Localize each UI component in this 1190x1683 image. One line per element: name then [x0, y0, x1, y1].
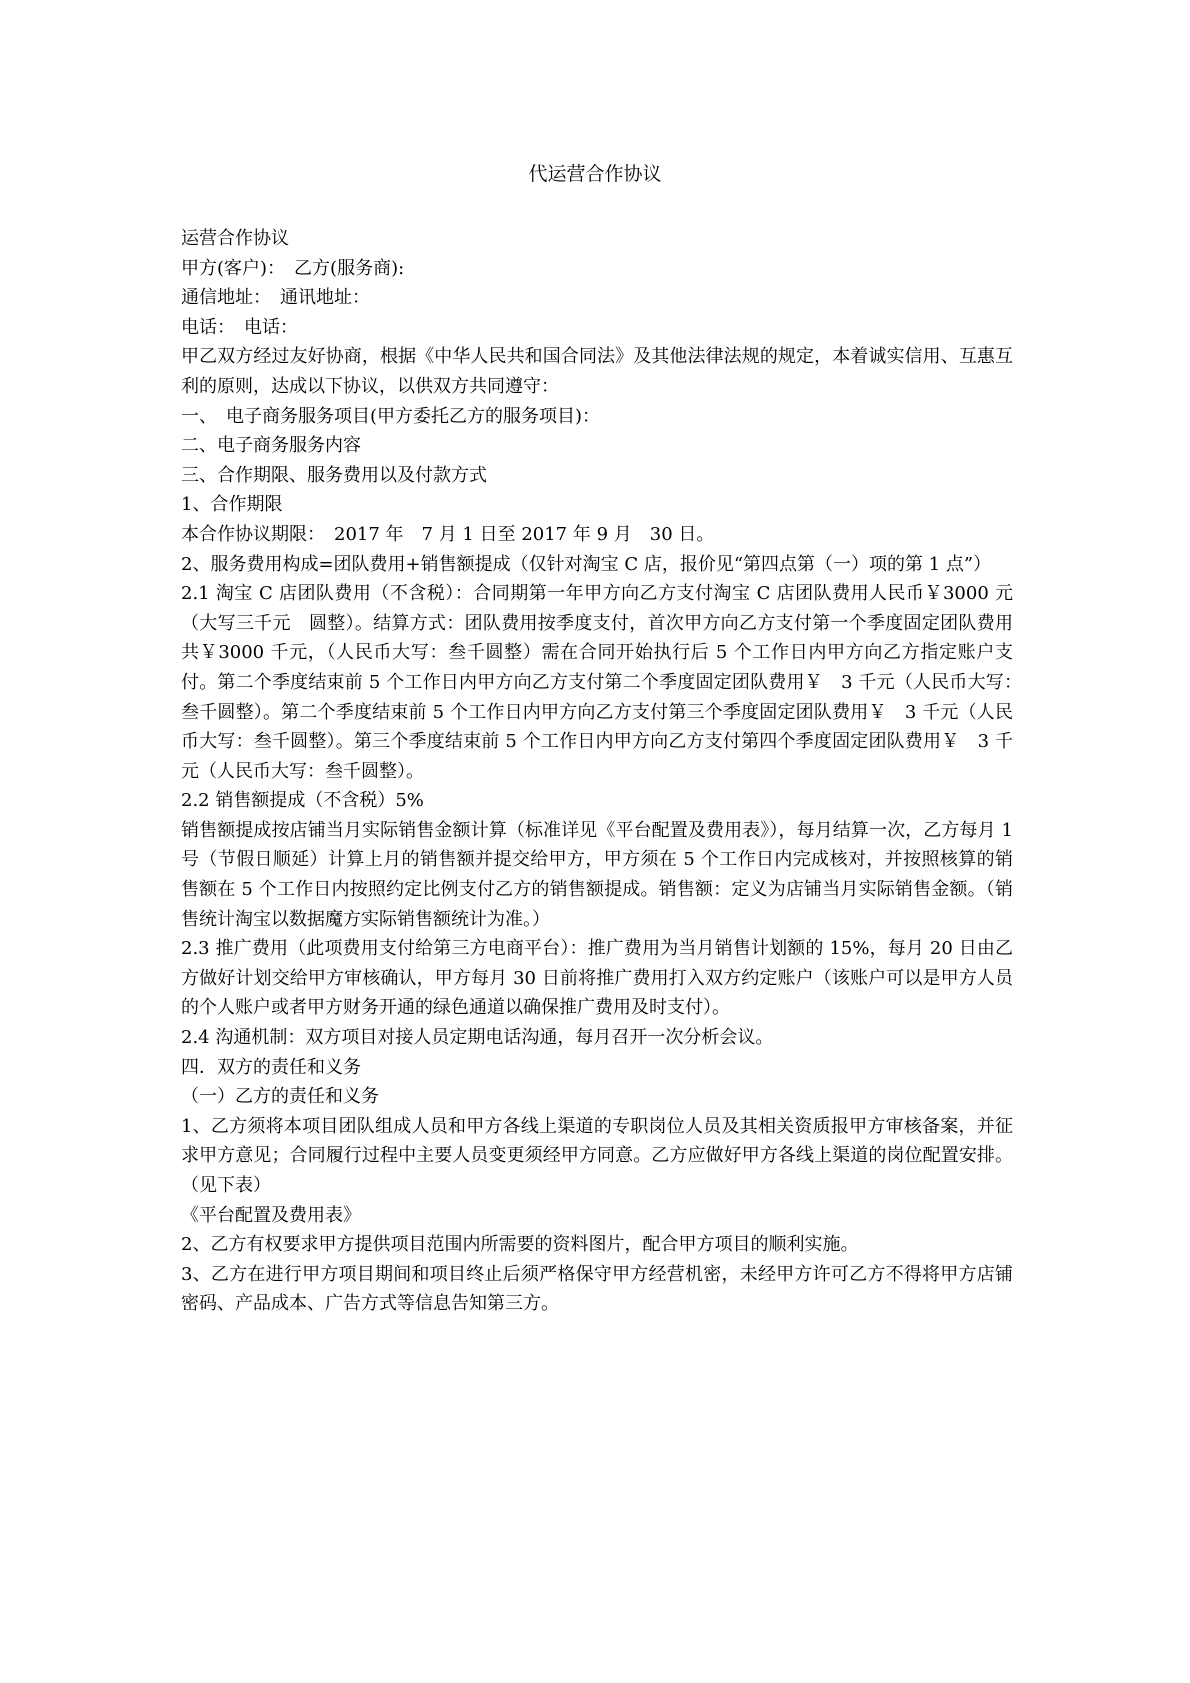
clause-2-1-team-fee: 2.1 淘宝 C 店团队费用（不含税）：合同期第一年甲方向乙方支付淘宝 C 店团队费用人民币￥3000 元（大写三千元 圆整）。结算方式：团队费用按季度支付，首次甲方向乙方支付第一个季度固定团队费用共￥3000 千元，（人民币大写：叁千圆整）需在合同开始执行后 5 个工作日内甲方向乙方指定账户支付。第二个季度结束前 5 个工作日内甲方向乙方支付第二个季度固定团队费用￥ 3 千元（人民币大写： 叁千圆整）。第二个季度结束前 5 个工作日内甲方向乙方支付第三个季度固定团队费用￥ 3 千元（人民币大写：叁千圆整）。第三个季度结束前 5 个工作日内甲方向乙方支付第四个季度固定团队费用￥ 3 千元（人民币大写：叁千圆整）。 [181, 583, 1031, 782]
subsection-1-heading: （一）乙方的责任和义务 [181, 1086, 379, 1108]
paragraph-address: 通信地址： 通讯地址： [181, 287, 370, 309]
section-1-heading: 一、 电子商务服务项目(甲方委托乙方的服务项目)： [181, 405, 601, 427]
clause-2-3-promotion: 2.3 推广费用（此项费用支付给第三方电商平台）：推广费用为当月销售计划额的 15%，每月 20 日由乙方做好计划交给甲方审核确认，甲方每月 30 日前将推广费用打入双方约定账户（该账户可以是甲方人员的个人账户或者甲方财务开通的绿色通道以确保推广费用及时支付）。 [181, 938, 1013, 1019]
duty-1: 1、乙方须将本项目团队组成人员和甲方各线上渠道的专职岗位人员及其相关资质报甲方审核备案，并征求甲方意见；合同履行过程中主要人员变更须经甲方同意。乙方应做好甲方各线上渠道的岗位配置安排。（见下表） [181, 1115, 1013, 1196]
document-body [181, 224, 1031, 1319]
paragraph-phone: 电话： 电话： [181, 316, 298, 338]
table-reference: 《平台配置及费用表》 [181, 1204, 361, 1226]
clause-2-2-commission: 销售额提成按店铺当月实际销售金额计算（标准详见《平台配置及费用表》），每月结算一次，乙方每月 1 号（节假日顺延）计算上月的销售额并提交给甲方，甲方须在 5 个工作日内完成核对，并按照核算的销售额在 5 个工作日内按照约定比例支付乙方的销售额提成。销售额：定义为店铺当月实际销售金额。（销售统计淘宝以数据魔方实际销售额统计为准。） [181, 819, 1013, 930]
clause-2-fee-structure: 2、服务费用构成=团队费用+销售额提成（仅针对淘宝 C 店，报价见“第四点第（一）项的第 1 点”） [181, 553, 992, 575]
section-3-heading: 三、合作期限、服务费用以及付款方式 [181, 464, 487, 486]
duty-3: 3、乙方在进行甲方项目期间和项目终止后须严格保守甲方经营机密，未经甲方许可乙方不得将甲方店铺密码、产品成本、广告方式等信息告知第三方。 [181, 1263, 1013, 1315]
clause-2-4-communication: 2.4 沟通机制：双方项目对接人员定期电话沟通，每月召开一次分析会议。 [181, 1027, 774, 1049]
paragraph-parties: 甲方(客户)： 乙方(服务商): [181, 257, 405, 279]
section-2-heading: 二、电子商务服务内容 [181, 435, 361, 457]
clause-2-2-heading: 2.2 销售额提成（不含税）5% [181, 790, 424, 812]
clause-1-heading: 1、合作期限 [181, 494, 283, 516]
document-title: 代运营合作协议 [528, 163, 662, 185]
paragraph-heading: 运营合作协议 [181, 228, 289, 249]
duty-2: 2、乙方有权要求甲方提供项目范围内所需要的资料图片，配合甲方项目的顺利实施。 [181, 1234, 859, 1256]
section-4-heading: 四．双方的责任和义务 [181, 1056, 361, 1078]
paragraph-preamble: 甲乙双方经过友好协商，根据《中华人民共和国合同法》及其他法律法规的规定，本着诚实信用、互惠互利的原则，达成以下协议，以供双方共同遵守： [181, 346, 1013, 397]
clause-term: 本合作协议期限： 2017 年 7 月 1 日至 2017 年 9 月 30 日。 [181, 523, 715, 545]
